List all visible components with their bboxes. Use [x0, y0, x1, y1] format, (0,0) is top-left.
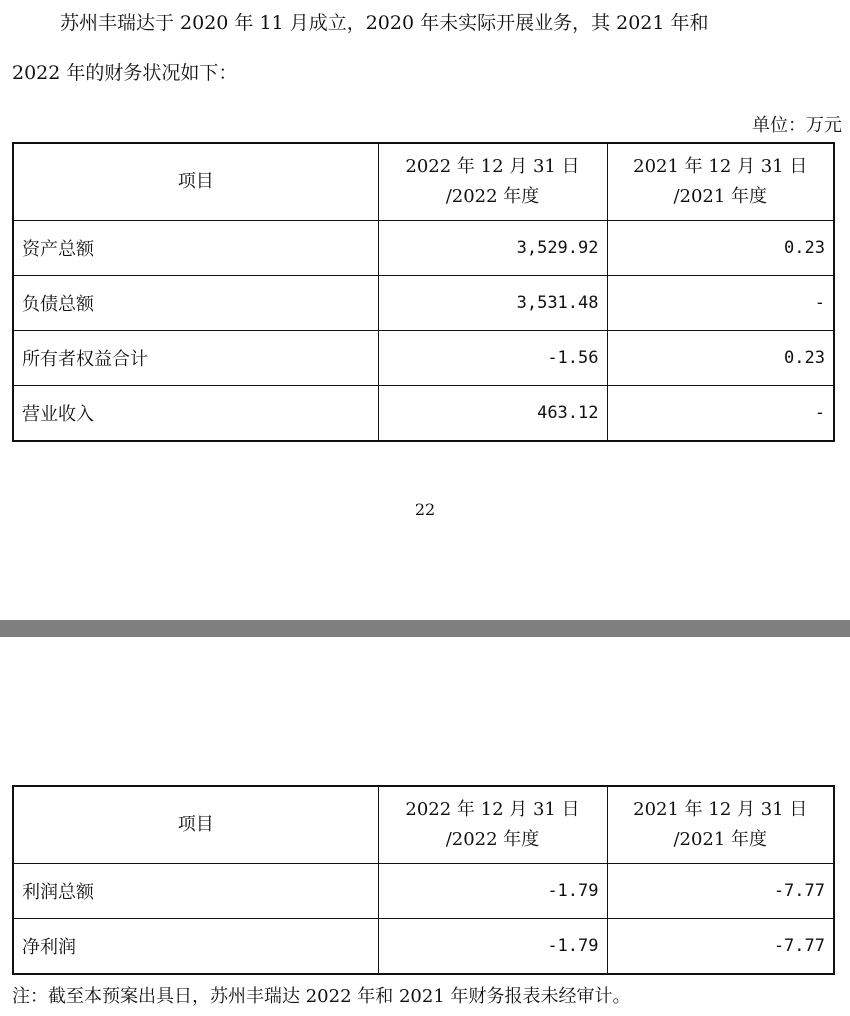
table-row — [13, 221, 834, 276]
value-2021: - — [607, 386, 834, 442]
unit-label: 单位：万元 — [752, 115, 842, 136]
header-2022-line-1: 2022 年 12 月 31 日 — [405, 799, 580, 820]
value-2022: 3,531.48 — [378, 276, 607, 331]
row-label: 负债总额 — [13, 276, 378, 331]
value-2021: -7.77 — [607, 864, 834, 919]
header-2022-line-1: 2022 年 12 月 31 日 — [405, 156, 580, 177]
table-header-row — [13, 786, 834, 864]
value-2022: 463.12 — [378, 386, 607, 442]
paragraph-line-1: 苏州丰瑞达于 2020 年 11 月成立，2020 年未实际开展业务，其 2021 年和 — [60, 12, 709, 34]
value-2021: 0.23 — [607, 221, 834, 276]
header-2021 — [607, 143, 834, 221]
footnote: 注：截至本预案出具日，苏州丰瑞达 2022 年和 2021 年财务报表未经审计。 — [12, 986, 631, 1007]
value-2021: - — [607, 276, 834, 331]
value-2021: -7.77 — [607, 919, 834, 975]
header-2021 — [607, 786, 834, 864]
table-row — [13, 864, 834, 919]
table-row — [13, 919, 834, 975]
header-item: 项目 — [13, 143, 378, 221]
row-label: 所有者权益合计 — [13, 331, 378, 386]
row-label: 利润总额 — [13, 864, 378, 919]
header-2021-line-2: /2021 年度 — [673, 186, 768, 207]
paragraph-line-2: 2022 年的财务状况如下： — [12, 62, 238, 84]
page-break-divider — [0, 620, 850, 637]
header-2022 — [378, 143, 607, 221]
value-2021: 0.23 — [607, 331, 834, 386]
value-2022: -1.79 — [378, 919, 607, 975]
profit-table — [12, 785, 835, 975]
table-header-row — [13, 143, 834, 221]
header-2022 — [378, 786, 607, 864]
page-number: 22 — [414, 500, 436, 519]
row-label: 营业收入 — [13, 386, 378, 442]
table-row — [13, 331, 834, 386]
value-2022: 3,529.92 — [378, 221, 607, 276]
header-2021-line-2: /2021 年度 — [673, 829, 768, 850]
row-label: 净利润 — [13, 919, 378, 975]
financial-position-table — [12, 142, 835, 442]
table-row — [13, 386, 834, 442]
header-2021-line-1: 2021 年 12 月 31 日 — [633, 799, 808, 820]
value-2022: -1.79 — [378, 864, 607, 919]
value-2022: -1.56 — [378, 331, 607, 386]
table-row — [13, 276, 834, 331]
header-item: 项目 — [13, 786, 378, 864]
header-2022-line-2: /2022 年度 — [445, 829, 540, 850]
header-2021-line-1: 2021 年 12 月 31 日 — [633, 156, 808, 177]
row-label: 资产总额 — [13, 221, 378, 276]
header-2022-line-2: /2022 年度 — [445, 186, 540, 207]
